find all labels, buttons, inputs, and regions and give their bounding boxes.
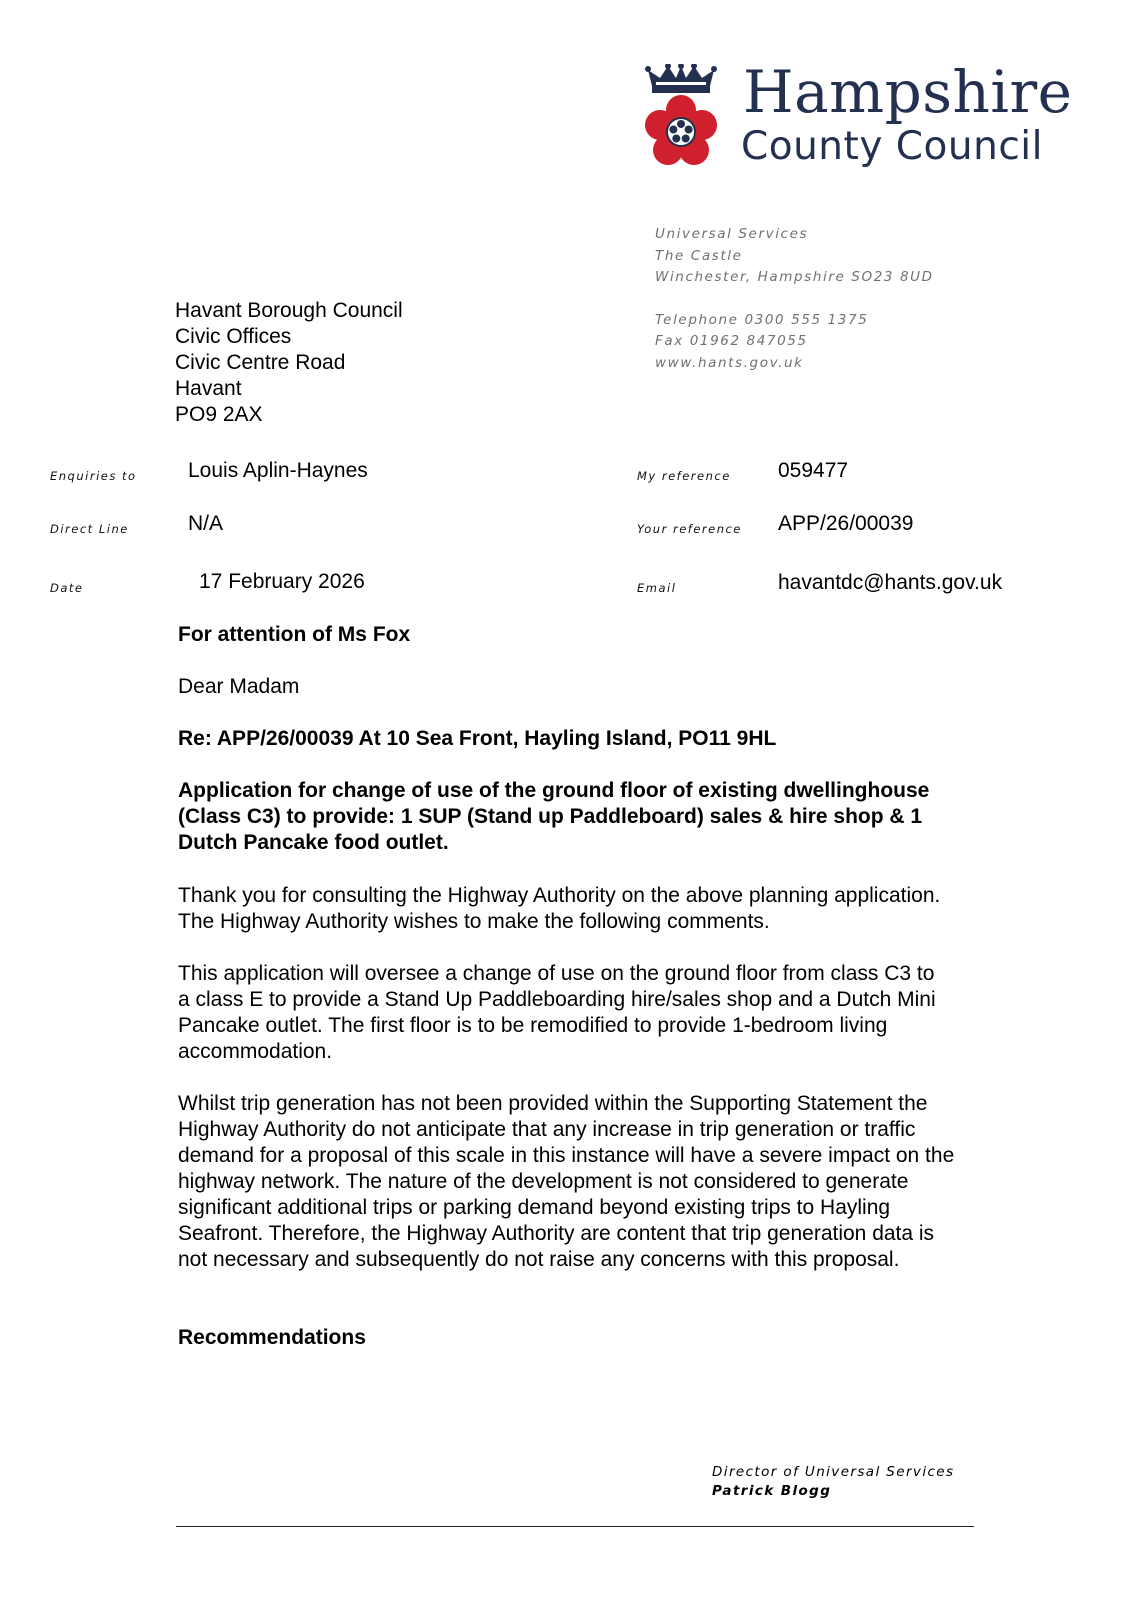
- sender-fax: Fax 01962 847055: [655, 333, 808, 349]
- paragraph-1: Thank you for consulting the Highway Authority on the above planning application. The Highway Authority wishes to make the following comments.: [178, 884, 941, 933]
- email-value: havantdc@hants.gov.uk: [778, 571, 1003, 594]
- direct-line-value: N/A: [188, 512, 224, 535]
- footer-divider: [176, 1526, 974, 1527]
- recipient-address: [175, 298, 403, 428]
- your-reference-value: APP/26/00039: [778, 512, 914, 535]
- footer-name: Patrick Blogg: [712, 1483, 832, 1499]
- attention-line: For attention of Ms Fox: [178, 623, 411, 646]
- recipient-line: Civic Centre Road: [175, 351, 346, 374]
- direct-line-label: Direct Line: [50, 522, 129, 536]
- sender-website: www.hants.gov.uk: [655, 354, 804, 371]
- re-line: Re: APP/26/00039 At 10 Sea Front, Hayling Island, PO11 9HL: [178, 727, 777, 750]
- date-value: 17 February 2026: [199, 570, 365, 593]
- council-crest-icon: [642, 64, 720, 168]
- paragraph-2: This application will oversee a change of use on the ground floor from class C3 to a class E to provide a Stand Up Paddleboarding hire/sales shop and a Dutch Mini Pancake outlet. The first floor is to be remodified to provide 1-bedroom living accommodation.: [178, 962, 936, 1063]
- enquiries-label: Enquiries to: [50, 469, 137, 483]
- my-reference-value: 059477: [778, 459, 849, 482]
- sender-telephone: Telephone 0300 555 1375: [655, 311, 869, 328]
- recipient-line: Havant: [175, 377, 242, 400]
- sender-address: [655, 224, 934, 374]
- your-reference-label: Your reference: [637, 522, 742, 536]
- recipient-line: Civic Offices: [175, 325, 292, 348]
- email-label: Email: [637, 581, 677, 595]
- sender-department: Universal Services: [655, 226, 809, 242]
- recommendations-heading: Recommendations: [178, 1326, 366, 1349]
- application-title: Application for change of use of the ground floor of existing dwellinghouse (Class C3) to provide: 1 SUP (Stand up Paddleboard) sales & hire shop & 1 Dutch Pancake food outlet.: [178, 779, 930, 854]
- logo-wordmark-line1: Hampshire: [743, 58, 1073, 126]
- recipient-line: Havant Borough Council: [175, 299, 403, 322]
- salutation: Dear Madam: [178, 675, 300, 698]
- footer-title: Director of Universal Services: [712, 1464, 955, 1480]
- sender-town: Winchester, Hampshire SO23 8UD: [655, 269, 934, 285]
- date-label: Date: [50, 581, 84, 595]
- my-reference-label: My reference: [637, 469, 731, 483]
- logo-wordmark-line2: County Council: [741, 124, 1043, 169]
- sender-building: The Castle: [655, 247, 743, 264]
- recipient-line: PO9 2AX: [175, 403, 263, 426]
- paragraph-3: Whilst trip generation has not been provided within the Supporting Statement the Highway Authority do not anticipate that any increase in trip generation or traffic demand for a proposal of this scale in this instance will have a severe impact on the highway network. The nature of the development is not considered to generate significant additional trips or parking demand beyond existing trips to Hayling Seafront. Therefore, the Highway Authority are content that trip generation data is not necessary and subsequently do not raise any concerns with this proposal.: [178, 1092, 955, 1271]
- enquiries-value: Louis Aplin-Haynes: [188, 459, 368, 482]
